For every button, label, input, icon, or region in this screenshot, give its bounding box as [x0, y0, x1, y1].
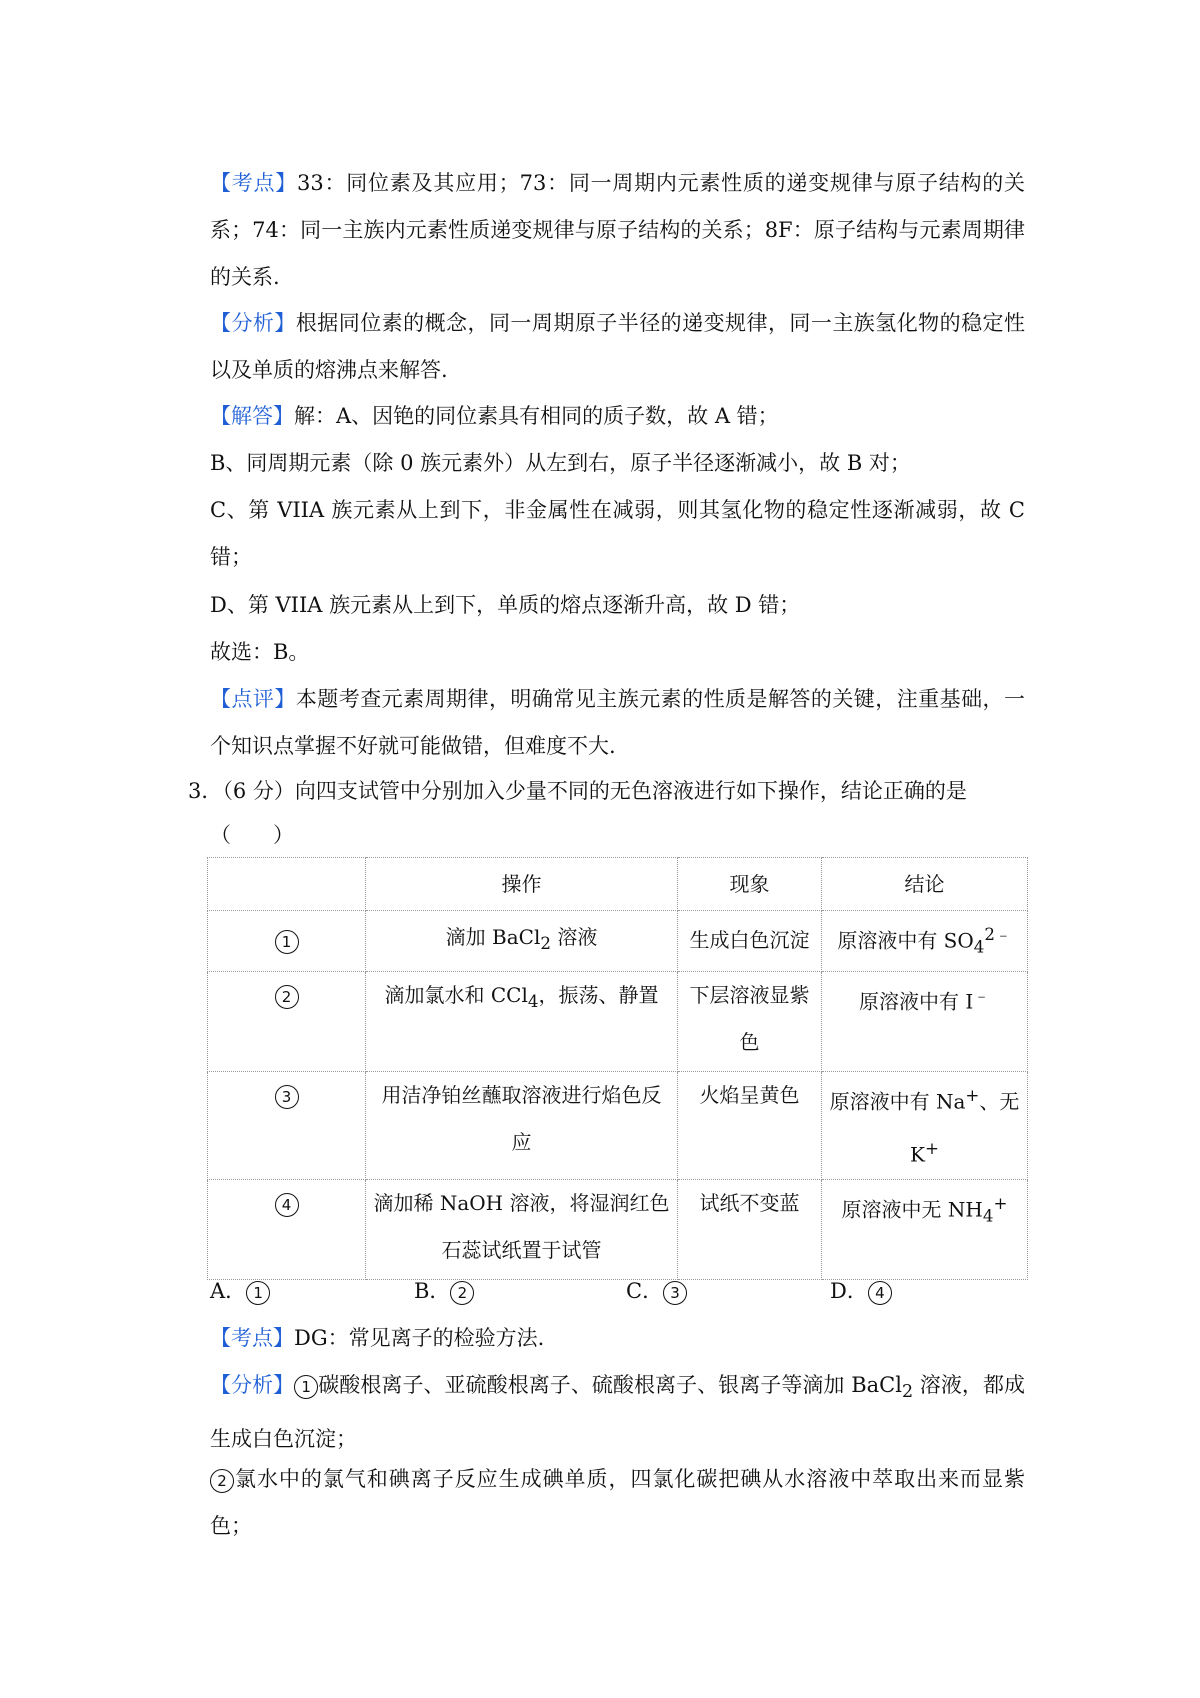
- concl-superscript-2: +: [924, 1139, 939, 1159]
- dianping-text: 本题考查元素周期律，明确常见主族元素的性质是解答的关键，注重基础，一个知识点掌握不好就可能做错，但难度不大.: [210, 687, 1026, 758]
- table-header-row: [208, 858, 1028, 911]
- op-text: 滴加氯水和 CCl: [384, 982, 528, 1007]
- row-number: [208, 1071, 366, 1179]
- op-text: 滴加 BaCl: [445, 925, 541, 950]
- row-conclusion: [822, 1179, 1028, 1279]
- table-row: [208, 1071, 1028, 1179]
- dianping-paragraph: [210, 676, 1025, 770]
- op-subscript: 2: [540, 934, 551, 954]
- answer-choice: 故选：B。: [210, 640, 310, 664]
- circled-number: 1: [275, 930, 299, 954]
- row-conclusion: [822, 911, 1028, 972]
- kaodian-text: DG：常见离子的检验方法.: [294, 1326, 545, 1350]
- kaodian-paragraph: [210, 160, 1025, 301]
- circled-number: 2: [450, 1281, 474, 1305]
- answer-line-b: B、同周期元素（除 0 族元素外）从左到右，原子半径逐渐减小，故 B 对；: [210, 451, 911, 475]
- concl-superscript: 2﹣: [984, 925, 1012, 944]
- fenxi-text: 根据同位素的概念，同一周期原子半径的递变规律，同一主族氢化物的稳定性以及单质的熔沸点来解答.: [210, 311, 1026, 382]
- circled-number: 3: [275, 1085, 299, 1109]
- row-number: [208, 971, 366, 1071]
- kaodian-tag: 【考点】: [210, 171, 298, 195]
- table-header-operation: 操作: [366, 858, 678, 911]
- table-header-phenomenon: 现象: [678, 858, 822, 911]
- kaodian-text: 33：同位素及其应用；73：同一周期内元素性质的递变规律与原子结构的关系；74：同一主族内元素性质递变规律与原子结构的关系；8F：原子结构与元素周期律的关系.: [210, 171, 1026, 289]
- row-phenomenon: 下层溶液显紫色: [678, 971, 822, 1071]
- table-row: [208, 1179, 1028, 1279]
- table-row: [208, 911, 1028, 972]
- concl-text-mid: 、无 K: [910, 1089, 1020, 1167]
- row-number: [208, 1179, 366, 1279]
- kaodian-tag: 【考点】: [210, 1326, 294, 1350]
- fenxi-text: 碳酸根离子、亚硫酸根离子、硫酸根离子、银离子等滴加 BaCl: [318, 1373, 902, 1397]
- question-table: [207, 857, 1028, 1280]
- circled-number: 4: [868, 1281, 892, 1305]
- question-paren: （ ）: [210, 823, 294, 847]
- question-stem: 3．（6 分）向四支试管中分别加入少量不同的无色溶液进行如下操作，结论正确的是: [188, 779, 967, 803]
- circled-number: 2: [210, 1469, 234, 1493]
- row-phenomenon: 火焰呈黄色: [678, 1071, 822, 1179]
- table-header-conclusion: 结论: [822, 858, 1028, 911]
- q3-kaodian-paragraph: [210, 1315, 1025, 1362]
- concl-subscript: 4: [973, 937, 985, 957]
- concl-superscript: +: [965, 1085, 980, 1105]
- option-label: A．: [210, 1279, 247, 1303]
- row-operation: 用洁净铂丝蘸取溶液进行焰色反应: [366, 1071, 678, 1179]
- fenxi-subscript: 2: [901, 1382, 914, 1403]
- q3-fenxi2-paragraph: [210, 1456, 1025, 1550]
- dianping-tag: 【点评】: [210, 687, 296, 711]
- row-phenomenon: 试纸不变蓝: [678, 1179, 822, 1279]
- concl-text: 原溶液中有 SO: [837, 928, 974, 953]
- op-subscript: 4: [527, 991, 539, 1011]
- table-header-empty: [208, 858, 366, 911]
- concl-text: 原溶液中无 NH: [841, 1197, 983, 1222]
- jieda-paragraph: [210, 393, 1025, 440]
- fenxi-text-post: 溶液，都成生成白色沉淀；: [210, 1373, 1025, 1452]
- option-a[interactable]: [210, 1275, 270, 1305]
- circled-number: 1: [246, 1281, 270, 1305]
- answer-line-d: D、第 VIIA 族元素从上到下，单质的熔点逐渐升高，故 D 错；: [210, 593, 801, 617]
- option-d[interactable]: [830, 1275, 892, 1305]
- jieda-text: 解：A、因铯的同位素具有相同的质子数，故 A 错；: [294, 404, 779, 428]
- concl-superscript: +: [993, 1193, 1008, 1213]
- row-number: [208, 911, 366, 972]
- option-label: D．: [830, 1279, 868, 1303]
- table-row: [208, 971, 1028, 1071]
- op-text-post: 溶液: [550, 925, 598, 950]
- row-operation: 滴加稀 NaOH 溶液，将湿润红色石蕊试纸置于试管: [366, 1179, 678, 1279]
- circled-number: 4: [275, 1193, 299, 1217]
- fenxi-tag: 【分析】: [210, 1373, 295, 1397]
- circled-number: 3: [663, 1281, 687, 1305]
- answer-line-c: C、第 VIIA 族元素从上到下，非金属性在减弱，则其氢化物的稳定性逐渐减弱，故 C 错；: [210, 498, 1025, 569]
- fenxi-tag: 【分析】: [210, 311, 296, 335]
- option-label: B．: [414, 1279, 451, 1303]
- concl-subscript: 4: [982, 1206, 994, 1226]
- circled-number: 1: [294, 1375, 318, 1399]
- option-b[interactable]: [414, 1275, 474, 1305]
- row-phenomenon: 生成白色沉淀: [678, 911, 822, 972]
- option-c[interactable]: [626, 1275, 687, 1305]
- concl-text: 原溶液中有 Na: [829, 1089, 966, 1114]
- op-text-post: ，振荡、静置: [538, 982, 659, 1007]
- row-conclusion: [822, 971, 1028, 1071]
- concl-text: 原溶液中有 I: [859, 989, 974, 1014]
- row-operation: [366, 911, 678, 972]
- row-conclusion: [822, 1071, 1028, 1179]
- row-operation: [366, 971, 678, 1071]
- fenxi2-text: 氯水中的氯气和碘离子反应生成碘单质，四氯化碳把碘从水溶液中萃取出来而显紫色；: [210, 1467, 1025, 1538]
- jieda-tag: 【解答】: [210, 404, 294, 428]
- concl-superscript: ﹣: [973, 985, 990, 1005]
- circled-number: 2: [275, 985, 299, 1009]
- q3-fenxi-paragraph: [210, 1362, 1025, 1463]
- fenxi-paragraph: [210, 300, 1025, 394]
- option-label: C．: [626, 1279, 664, 1303]
